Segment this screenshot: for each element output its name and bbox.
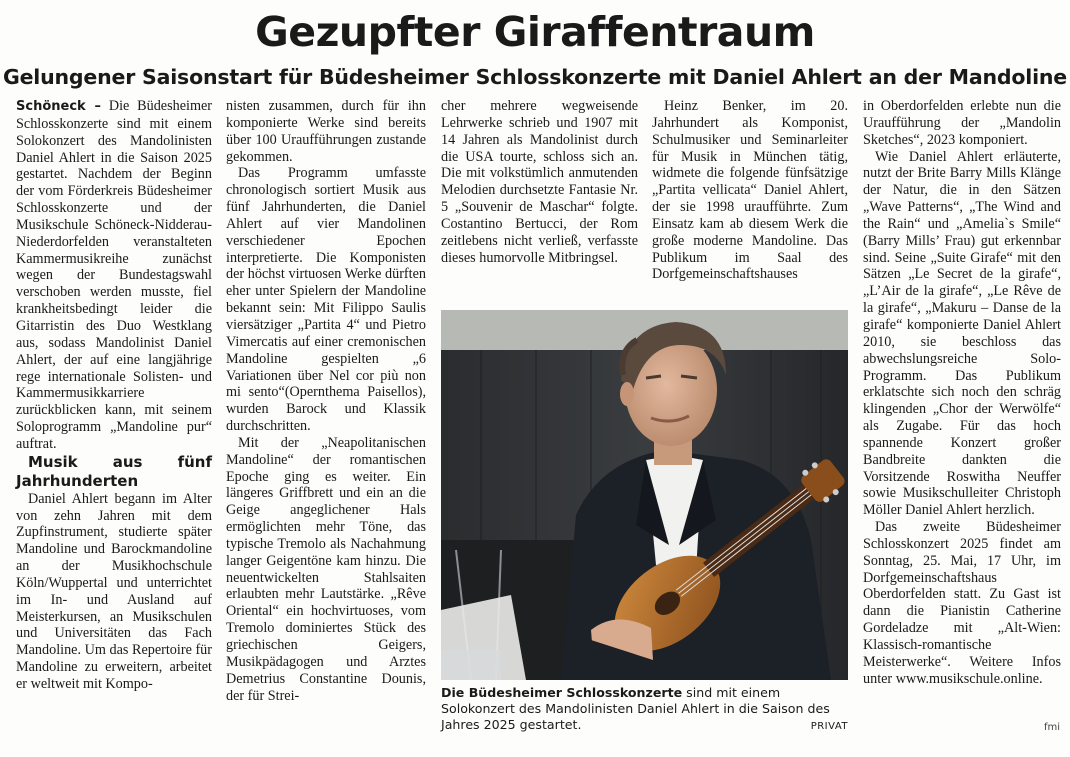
photo-credit: PRIVAT [810,721,848,732]
paragraph [16,98,212,453]
paragraph: in Oberdorfelden erlebte nun die Uraufführung der „Mandolin Sketches“, 2023 komponiert. [863,98,1061,148]
caption-text: sind mit einem Solokonzert des Mandolinisten Daniel Ahlert in die Saison des Jahres 2025 gestartet. [441,685,830,732]
paragraph-text: Die Büdesheimer Schlosskonzerte sind mit einem Solokonzert des Mandolinisten Daniel Ahlert in die Saison 2025 gestartet. Nachdem der Beginn der vom Förderkreis Büdesheimer Schlosskonzerte und der Musikschule Schöneck-Nidderau-Niederdorfelden veranstalteten Kammermusikreihe zunächst wegen der Bundestagswahl verschoben werden musste, fiel krankheitsbedingt leider die Gitarristin des Duo Westklang aus, sodass Mandolinist Daniel Ahlert, der auf eine langjährige rege internationale Solisten- und Kammermusikkarriere zurückblicken kann, mit seinem Soloprogramm „Mandoline pur“ auftrat. [16,98,212,452]
paragraph: Wie Daniel Ahlert erläuterte, nutzt der Brite Barry Mills Klänge der Natur, die in den Sätzen „Wave Patterns“, „The Wind and the Rain“ und „Amelia`s Smile“ (Barry Mills’ Frau) gut erkennbar sind. Seine „Suite Girafe“ mit den Sätzen „Le Secret de la girafe“, „L’Air de la girafe“, „Le Rêve de la girafe“, „Makuru – Danse de la girafe“ komponierte Daniel Ahlert 2010, sie beschloss das abwechslungsreiche Solo-Programm. Das Publikum erklatschte sich noch den schräg klingenden „Chor der Werwölfe“ als Zugabe. Für das hoch spannende Konzert großer Bandbreite dankten die Vorsitzende Roswitha Neuffer sowie Musikschulleiter Christoph Möller Daniel Ahlert herzlich. [863,148,1061,519]
section-subheading: Musik aus fünf Jahrhunderten [16,452,212,490]
paragraph: Daniel Ahlert begann im Alter von zehn Jahren mit dem Zupfinstrument, studierte später Mandoline und Barockmandoline an der Musikhochschule Köln/Wuppertal und unterrichtet im In- und Ausland auf Meisterkursen, an Musikschulen und Universitäten das Fach Mandoline. Um das Repertoire für Mandoline zu erweitern, arbeitet er weltweit mit Kompo- [16,490,212,692]
author-signature: fmi [1043,722,1060,733]
paragraph: Heinz Benker, im 20. Jahrhundert als Komponist, Schulmusiker und Seminarleiter für Musik in München tätig, widmete die folgende fünfsätzige „Partita vellicata“ Daniel Ahlert, der sie 1998 uraufführte. Zum Einsatz kam ab diesem Werk die große moderne Mandoline. Das Publikum im Saal des Dorfgemeinschaftshauses [652,98,848,283]
column-3 [441,98,638,266]
concert-photo [441,310,848,680]
photo-caption [441,685,848,733]
column-2 [226,98,426,704]
dateline-kicker: Schöneck – [16,99,101,114]
subheadline: Gelungener Saisonstart für Büdesheimer Schlosskonzerte mit Daniel Ahlert an der Mandoline [2,65,1068,89]
paragraph: Das zweite Büdesheimer Schlosskonzert 2025 findet am Sonntag, 25. Mai, 17 Uhr, im Dorfgemeinschaftshaus Oberdorfelden statt. Zu Gast ist dann die Pianistin Catherine Gordeladze mit „Alt-Wien: Klassisch-romantische Meisterwerke“. Weitere Infos unter www.musikschule.online. [863,519,1061,687]
paragraph: Das Programm umfasste chronologisch sortiert Musik aus fünf Jahrhunderten, die Daniel Ahlert auf vier Mandolinen verschiedener Epochen interpretierte. Die Komponisten der höchst virtuosen Werke dürften eher unter Spielern der Mandoline bekannt sein: Mit Filippo Saulis viersätziger „Partita 4“ und Pietro Vimercatis auf einer cremonischen Mandoline gespielten „6 Variationen über Nel cor più non mi sento“(Opernthema Paisellos), wurden Barock und Klassik durchschritten. [226,165,426,435]
column-4 [652,98,848,283]
paragraph: cher mehrere wegweisende Lehrwerke schrieb und 1907 mit 14 Jahren als Mandolinist durch die USA tourte, schloss sich an. Die mit volkstümlich anmutenden Melodien durchsetzte Fantasie Nr. 5 „Souvenir de Maschar“ folgte. Costantino Bertucci, der Rom zeitlebens nicht verließ, verfasste dieses humorvolle Mitbringsel. [441,98,638,266]
paragraph: nisten zusammen, durch für ihn komponierte Werke sind bereits über 100 Uraufführungen zustande gekommen. [226,98,426,165]
column-1 [16,98,212,693]
mandolinist-photo-illustration [441,310,848,680]
paragraph: Mit der „Neapolitanischen Mandoline“ der romantischen Epoche ging es weiter. Ein längeres Griffbrett und ein an die Geige angeglichener Hals ermöglichten mehr Töne, das typische Tremolo als Nachahmung langer Geigentöne kam hinzu. Die neuentwickelten Stahlsaiten erlaubten mehr Lautstärke. „Rêve Oriental“ ein hochvirtuoses, vom Tremolo dominiertes Stück des griechischen Geigers, Musikpädagogen und Arztes Demetrius Constantine Dounis, der für Strei- [226,434,426,704]
caption-lead: Die Büdesheimer Schlosskonzerte [441,685,683,700]
headline: Gezupfter Giraffentraum [255,8,815,56]
column-5 [863,98,1061,688]
